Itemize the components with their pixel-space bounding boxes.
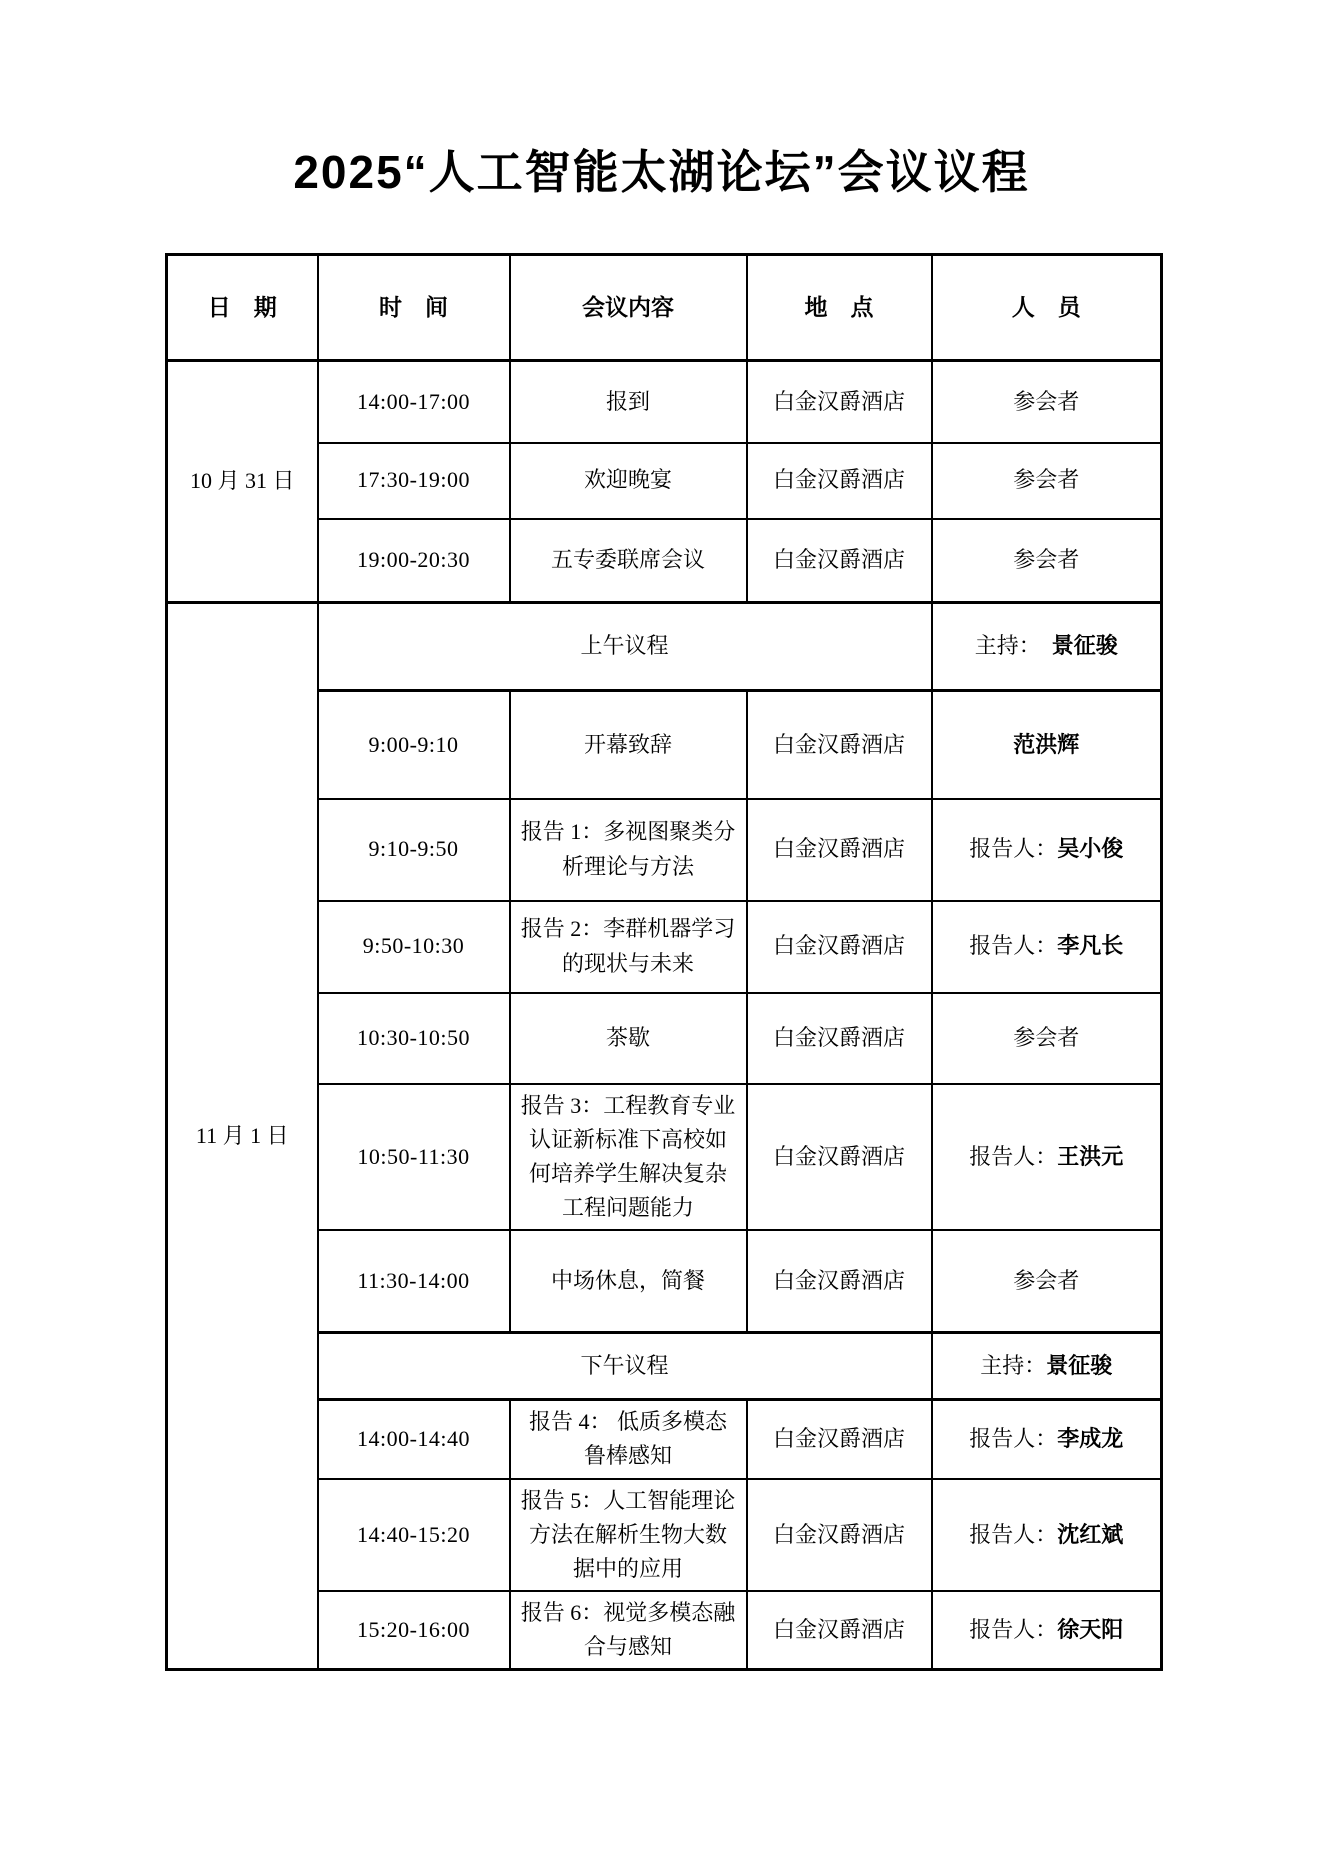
- content-cell: 报告 2：李群机器学习的现状与未来: [510, 901, 747, 993]
- session-divider-label: 下午议程: [318, 1333, 932, 1400]
- location-cell: 白金汉爵酒店: [747, 1230, 932, 1333]
- person-name: 参会者: [1013, 1268, 1080, 1294]
- person-role-label: 报告人：: [969, 836, 1058, 862]
- location-cell: 白金汉爵酒店: [747, 901, 932, 993]
- person-name: 李成龙: [1057, 1426, 1124, 1452]
- content-cell: 报告 4： 低质多模态鲁棒感知: [510, 1400, 747, 1479]
- person-cell: [932, 1230, 1162, 1333]
- person-name: 徐天阳: [1057, 1616, 1124, 1642]
- content-cell: 欢迎晚宴: [510, 443, 747, 519]
- time-cell: 10:30-10:50: [318, 993, 510, 1084]
- person-cell: [932, 361, 1162, 443]
- header-row: [167, 255, 1162, 361]
- location-cell: 白金汉爵酒店: [747, 1479, 932, 1591]
- content-cell: 报告 1：多视图聚类分析理论与方法: [510, 799, 747, 901]
- content-cell: 五专委联席会议: [510, 519, 747, 603]
- location-cell: 白金汉爵酒店: [747, 1591, 932, 1670]
- date-cell: 11 月 1 日: [167, 603, 318, 1670]
- person-name: 参会者: [1013, 547, 1080, 573]
- person-cell: [932, 799, 1162, 901]
- person-name: 沈红斌: [1057, 1521, 1124, 1547]
- column-header-content: 会议内容: [510, 255, 747, 361]
- person-role-label: 报告人：: [969, 1616, 1058, 1642]
- location-cell: 白金汉爵酒店: [747, 361, 932, 443]
- time-cell: 14:00-17:00: [318, 361, 510, 443]
- person-role-label: 报告人：: [969, 1521, 1058, 1547]
- location-cell: 白金汉爵酒店: [747, 1400, 932, 1479]
- person-cell: [932, 1084, 1162, 1230]
- content-cell: 报告 3：工程教育专业认证新标准下高校如何培养学生解决复杂工程问题能力: [510, 1084, 747, 1230]
- person-name: 参会者: [1013, 1024, 1080, 1050]
- person-cell: [932, 603, 1162, 691]
- time-cell: 10:50-11:30: [318, 1084, 510, 1230]
- content-cell: 报到: [510, 361, 747, 443]
- person-cell: [932, 1400, 1162, 1479]
- time-cell: 9:50-10:30: [318, 901, 510, 993]
- time-cell: 11:30-14:00: [318, 1230, 510, 1333]
- time-cell: 19:00-20:30: [318, 519, 510, 603]
- content-cell: 中场休息，简餐: [510, 1230, 747, 1333]
- content-cell: 报告 6：视觉多模态融合与感知: [510, 1591, 747, 1670]
- location-cell: 白金汉爵酒店: [747, 993, 932, 1084]
- person-role-label: 报告人：: [969, 1143, 1058, 1169]
- time-cell: 14:00-14:40: [318, 1400, 510, 1479]
- session-row: [167, 361, 1162, 443]
- content-cell: 茶歇: [510, 993, 747, 1084]
- time-cell: 17:30-19:00: [318, 443, 510, 519]
- person-role-label: 报告人：: [969, 1426, 1058, 1452]
- person-name: 景征骏: [1046, 1353, 1113, 1379]
- time-cell: 9:00-9:10: [318, 691, 510, 799]
- person-cell: [932, 901, 1162, 993]
- column-header-person: 人 员: [932, 255, 1162, 361]
- person-name: 景征骏: [1051, 633, 1118, 659]
- person-role-label: 报告人：: [969, 933, 1058, 959]
- person-name: 吴小俊: [1057, 836, 1124, 862]
- time-cell: 14:40-15:20: [318, 1479, 510, 1591]
- divider-row: [167, 603, 1162, 691]
- column-header-location: 地 点: [747, 255, 932, 361]
- person-name: 参会者: [1013, 467, 1080, 493]
- person-name: 王洪元: [1057, 1143, 1124, 1169]
- time-cell: 9:10-9:50: [318, 799, 510, 901]
- page-title: 2025“人工智能太湖论坛”会议议程: [293, 146, 1030, 198]
- person-cell: [932, 1479, 1162, 1591]
- content-cell: 报告 5：人工智能理论方法在解析生物大数据中的应用: [510, 1479, 747, 1591]
- column-header-time: 时 间: [318, 255, 510, 361]
- content-cell: 开幕致辞: [510, 691, 747, 799]
- person-name: 李凡长: [1057, 933, 1124, 959]
- session-divider-label: 上午议程: [318, 603, 932, 691]
- person-cell: [932, 993, 1162, 1084]
- agenda-table: [165, 253, 1163, 1671]
- person-role-label: 主持：: [980, 1353, 1047, 1379]
- location-cell: 白金汉爵酒店: [747, 799, 932, 901]
- person-name: 参会者: [1013, 388, 1080, 414]
- date-cell: 10 月 31 日: [167, 361, 318, 603]
- person-role-label: 主持：: [974, 633, 1052, 659]
- location-cell: 白金汉爵酒店: [747, 691, 932, 799]
- person-cell: [932, 1591, 1162, 1670]
- location-cell: 白金汉爵酒店: [747, 443, 932, 519]
- location-cell: 白金汉爵酒店: [747, 1084, 932, 1230]
- time-cell: 15:20-16:00: [318, 1591, 510, 1670]
- person-cell: [932, 691, 1162, 799]
- column-header-date: 日 期: [167, 255, 318, 361]
- person-cell: [932, 1333, 1162, 1400]
- location-cell: 白金汉爵酒店: [747, 519, 932, 603]
- person-name: 范洪辉: [1013, 731, 1080, 757]
- person-cell: [932, 443, 1162, 519]
- person-cell: [932, 519, 1162, 603]
